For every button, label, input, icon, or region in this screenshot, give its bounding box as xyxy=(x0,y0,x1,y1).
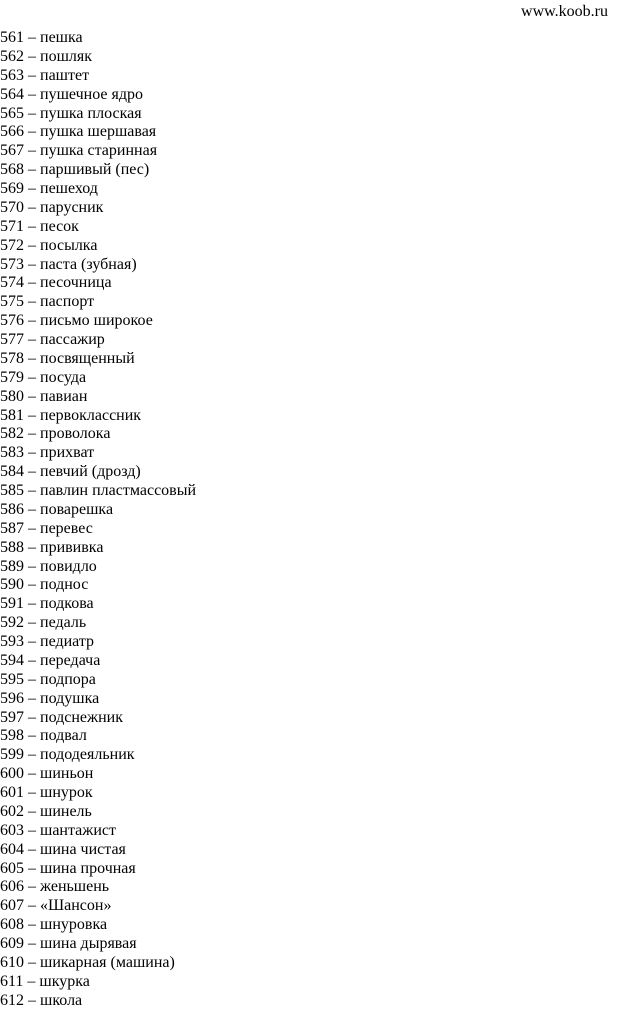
list-item: 583 – прихват xyxy=(0,444,95,462)
list-item: 609 – шина дырявая xyxy=(0,935,137,952)
site-url: www.koob.ru xyxy=(521,3,608,20)
list-item: 591 – подкова xyxy=(0,595,94,613)
list-item: 606 – женьшень xyxy=(0,878,110,896)
list-item: 605 – шина прочная xyxy=(0,859,136,877)
list-item: 595 – подпора xyxy=(0,670,96,688)
list-item: 570 – парусник xyxy=(0,198,104,216)
list-item: 574 – песочница xyxy=(0,274,112,292)
list-item: 587 – перевес xyxy=(0,519,93,537)
list-item: 610 – шикарная (машина) xyxy=(0,953,175,971)
list-item: 597 – подснежник xyxy=(0,708,123,726)
list-item: 566 – пушка шершавая xyxy=(0,123,157,141)
list-item: 608 – шнуровка xyxy=(0,916,108,934)
list-item: 600 – шиньон xyxy=(0,765,94,783)
list-item: 565 – пушка плоская xyxy=(0,104,142,122)
list-item: 599 – пододеяльник xyxy=(0,746,135,764)
list-item: 562 – пошляк xyxy=(0,47,92,65)
list-item: 581 – первоклассник xyxy=(0,406,142,424)
list-item: 590 – поднос xyxy=(0,576,89,594)
list-item: 585 – павлин пластмассовый xyxy=(0,482,197,499)
list-item: 567 – пушка старинная xyxy=(0,142,158,160)
list-item: 572 – посылка xyxy=(0,236,98,254)
list-item: 603 – шантажист xyxy=(0,821,116,839)
list-item: 611 – шкурка xyxy=(0,972,90,990)
list-item: 586 – поварешка xyxy=(0,500,114,518)
list-item: 568 – паршивый (пес) xyxy=(0,161,150,179)
list-item: 576 – письмо широкое xyxy=(0,312,153,330)
list-item: 580 – павиан xyxy=(0,387,88,405)
list-item: 571 – песок xyxy=(0,217,79,235)
list-item: 588 – прививка xyxy=(0,538,104,556)
list-item: 575 – паспорт xyxy=(0,293,95,311)
list-item: 579 – посуда xyxy=(0,368,87,386)
list-item: 582 – проволока xyxy=(0,425,111,443)
list-item: 601 – шнурок xyxy=(0,784,93,801)
list-item: 598 – подвал xyxy=(0,727,87,745)
list-item: 563 – паштет xyxy=(0,66,90,84)
list-item: 593 – педиатр xyxy=(0,633,95,650)
list-item: 561 – пешка xyxy=(0,29,83,46)
list-item: 592 – педаль xyxy=(0,614,87,632)
list-item: 573 – паста (зубная) xyxy=(0,255,137,273)
list-item: 564 – пушечное ядро xyxy=(0,85,143,103)
list-item: 589 – повидло xyxy=(0,557,97,575)
list-item: 578 – посвященный xyxy=(0,349,135,367)
list-item: 604 – шина чистая xyxy=(0,840,126,858)
list-item: 596 – подушка xyxy=(0,689,100,707)
list-item: 584 – певчий (дрозд) xyxy=(0,463,141,481)
list-item: 569 – пешеход xyxy=(0,180,98,197)
list-item: 612 – школа xyxy=(0,991,83,1009)
list-item: 594 – передача xyxy=(0,651,101,669)
list-item: 577 – пассажир xyxy=(0,331,105,348)
entry-list xyxy=(0,29,196,1011)
list-item: 602 – шинель xyxy=(0,802,92,820)
list-item: 607 – «Шансон» xyxy=(0,897,112,915)
